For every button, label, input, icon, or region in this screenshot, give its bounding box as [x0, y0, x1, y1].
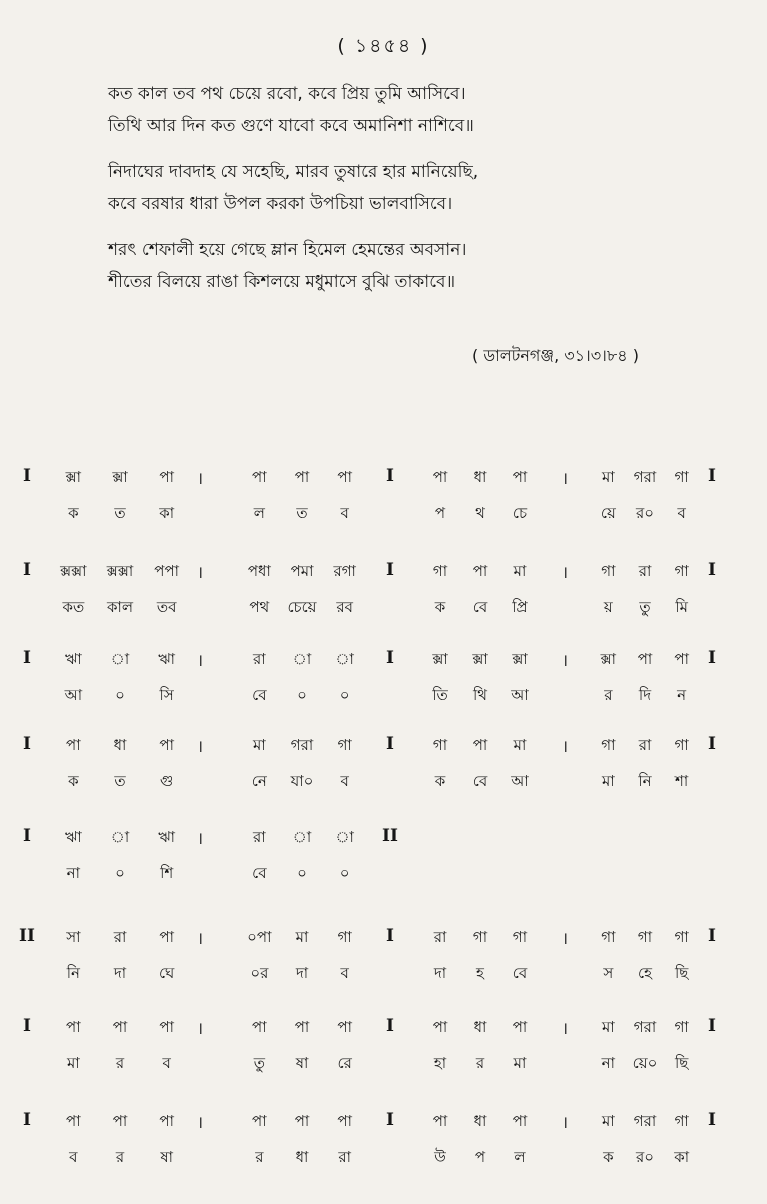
lyric-syllable: র০ — [635, 1148, 655, 1166]
lyric-syllable: দা — [113, 964, 127, 982]
swara-note: মা — [513, 562, 527, 580]
lyric-syllable: চেয়ে — [287, 598, 317, 616]
notation-row — [0, 734, 767, 808]
swara-note: পা — [294, 1018, 310, 1036]
lyric-syllable: র — [115, 1054, 125, 1072]
poem-line: শরৎ শেফালী হয়ে গেছে ম্লান হিমেল হেমন্তের অবসান। — [108, 240, 467, 260]
lyric-syllable: না — [66, 864, 80, 882]
swara-note: পা — [66, 1112, 81, 1130]
swara-note: পমা — [290, 562, 314, 580]
swara-note: রা — [638, 562, 652, 580]
lyric-syllable: বে — [252, 864, 267, 882]
lyric-syllable: মি — [675, 598, 688, 616]
lyric-syllable: রা — [338, 1148, 351, 1166]
lyric-syllable: নি — [638, 772, 652, 790]
swara-note: গা — [674, 1112, 689, 1130]
bar-line: I — [23, 1110, 31, 1130]
bar-line: II — [19, 926, 35, 946]
lyric-syllable: ছি — [674, 1054, 689, 1072]
swara-note: গা — [512, 928, 528, 946]
swara-note: পা — [112, 1112, 128, 1130]
swara-note: পা — [512, 468, 528, 486]
lyric-syllable: ব — [340, 964, 349, 982]
lyric-syllable: ০ — [115, 686, 125, 704]
bar-line: । — [196, 651, 204, 671]
swara-note: রা — [638, 736, 652, 754]
lyric-syllable: গু — [160, 772, 174, 790]
swara-note: পা — [472, 562, 488, 580]
swara-note: গা — [337, 928, 352, 946]
lyric-syllable: বে — [472, 598, 488, 616]
swara-note: পা — [66, 1018, 81, 1036]
swara-note: গা — [674, 562, 689, 580]
lyric-syllable: পথ — [249, 598, 270, 616]
lyric-syllable: দা — [433, 964, 447, 982]
lyric-syllable: ০ — [115, 864, 125, 882]
notation-row — [0, 560, 767, 634]
swara-note: ক্সা — [472, 650, 488, 668]
lyric-syllable: তু — [639, 598, 651, 616]
swara-note: পা — [472, 736, 488, 754]
bar-line: I — [23, 648, 31, 668]
swara-note: পা — [637, 650, 653, 668]
swara-note: া — [292, 650, 312, 668]
swara-line — [0, 1110, 767, 1140]
lyric-syllable: তব — [156, 598, 177, 616]
lyric-syllable: ব — [340, 504, 349, 522]
swara-note: পা — [252, 1112, 267, 1130]
swara-line — [0, 926, 767, 956]
lyric-syllable: আ — [511, 686, 529, 704]
swara-note: মা — [513, 736, 527, 754]
bar-line: । — [561, 737, 569, 757]
swara-note: গরা — [633, 1112, 657, 1130]
notation-row — [0, 926, 767, 1000]
swara-note: পা — [252, 1018, 267, 1036]
swara-note: পা — [112, 1018, 128, 1036]
bar-line: I — [23, 466, 31, 486]
swara-note: মা — [601, 1018, 615, 1036]
swara-note: া — [335, 828, 354, 846]
bar-line: I — [708, 1016, 716, 1036]
lyric-syllable: ত — [296, 504, 308, 522]
swara-note: ধা — [113, 736, 127, 754]
bar-line: I — [386, 466, 394, 486]
bar-line: । — [561, 929, 569, 949]
lyric-syllable: বে — [512, 964, 528, 982]
swara-note: পা — [159, 1018, 174, 1036]
poem-line: কত কাল তব পথ চেয়ে রবো, কবে প্রিয় তুমি আসিবে। — [108, 84, 466, 104]
lyric-syllable: বে — [472, 772, 488, 790]
lyric-syllable: রে — [337, 1054, 352, 1072]
swara-note: গা — [337, 736, 352, 754]
lyric-syllable: ঘে — [158, 964, 175, 982]
notation-row — [0, 648, 767, 722]
lyric-syllable: ক — [434, 598, 446, 616]
lyric-syllable: ০ — [339, 686, 350, 704]
lyric-syllable: ক — [68, 504, 79, 522]
lyric-syllable: যা০ — [290, 772, 314, 790]
swara-note: পা — [159, 1112, 174, 1130]
swara-note: পপা — [154, 562, 180, 580]
lyric-syllable: ০র — [250, 964, 269, 982]
swara-note: গা — [601, 928, 616, 946]
swara-note: গা — [674, 928, 689, 946]
lyric-syllable: কাল — [106, 598, 134, 616]
bar-line: I — [23, 560, 31, 580]
bar-line: II — [382, 826, 398, 846]
bar-line: । — [196, 1019, 204, 1039]
swara-note: া — [292, 828, 312, 846]
bar-line: I — [708, 734, 716, 754]
bar-line: । — [196, 1113, 204, 1133]
signature-place-date: ( ডালটনগঞ্জ, ৩১।৩।৮৪ ) — [472, 346, 639, 365]
swara-note: গা — [472, 928, 488, 946]
swara-note: পা — [252, 468, 267, 486]
lyric-syllable: ব — [340, 772, 349, 790]
swara-note: ঋা — [64, 828, 82, 846]
swara-line — [0, 648, 767, 678]
lyric-syllable: স — [603, 964, 614, 982]
bar-line: I — [386, 1016, 394, 1036]
swara-note: গরা — [290, 736, 314, 754]
swara-note: পা — [674, 650, 689, 668]
lyric-line — [0, 1146, 767, 1176]
lyric-syllable: দি — [638, 686, 652, 704]
swara-line — [0, 1016, 767, 1046]
swara-note: রা — [253, 828, 266, 846]
lyric-line — [0, 862, 767, 892]
lyric-syllable: ধা — [295, 1148, 309, 1166]
lyric-line — [0, 770, 767, 800]
bar-line: । — [561, 1019, 569, 1039]
bar-line: I — [23, 1016, 31, 1036]
lyric-syllable: তি — [432, 686, 448, 704]
lyric-syllable: নি — [66, 964, 80, 982]
bar-line: I — [386, 1110, 394, 1130]
swara-note: পা — [159, 928, 174, 946]
lyric-syllable: সি — [159, 686, 174, 704]
swara-line — [0, 826, 767, 856]
swara-note: ঋা — [64, 650, 82, 668]
lyric-syllable: ষা — [295, 1054, 309, 1072]
lyric-syllable: ক — [434, 772, 446, 790]
swara-note: পা — [294, 468, 310, 486]
lyric-syllable: মা — [66, 1054, 80, 1072]
swara-note: ধা — [473, 1018, 487, 1036]
swara-note: া — [110, 828, 130, 846]
swara-note: পা — [159, 468, 174, 486]
poem-line: তিথি আর দিন কত গুণে যাবো কবে অমানিশা নাশিবে॥ — [108, 116, 474, 136]
bar-line: । — [196, 563, 204, 583]
swara-note: া — [335, 650, 354, 668]
swara-note: ঋা — [158, 650, 176, 668]
poem-line: কবে বরষার ধারা উপল করকা উপচিয়া ভালবাসিবে। — [108, 194, 453, 214]
lyric-syllable: থি — [472, 686, 488, 704]
swara-note: ০পা — [247, 928, 272, 946]
swara-note: মা — [252, 736, 266, 754]
swara-note: পা — [337, 468, 352, 486]
lyric-syllable: র — [475, 1054, 485, 1072]
swara-note: পা — [432, 1112, 448, 1130]
bar-line: । — [561, 563, 569, 583]
bar-line: । — [561, 1113, 569, 1133]
swara-note: গা — [601, 562, 616, 580]
swara-note: মা — [601, 468, 615, 486]
lyric-syllable: না — [601, 1054, 615, 1072]
swara-note: রা — [253, 650, 266, 668]
bar-line: । — [561, 651, 569, 671]
swara-note: মা — [601, 1112, 615, 1130]
swara-note: পা — [337, 1112, 352, 1130]
lyric-syllable: য়ে০ — [632, 1054, 658, 1072]
lyric-syllable: ব — [162, 1054, 171, 1072]
page-number: ( ১৪৫৪ ) — [337, 35, 430, 57]
swara-note: গা — [601, 736, 616, 754]
notation-row — [0, 1016, 767, 1090]
lyric-syllable: ত — [114, 772, 126, 790]
lyric-syllable: মা — [513, 1054, 527, 1072]
bar-line: I — [708, 1110, 716, 1130]
lyric-line — [0, 596, 767, 626]
lyric-line — [0, 684, 767, 714]
bar-line: I — [386, 648, 394, 668]
lyric-syllable: র — [604, 686, 613, 704]
swara-note: ধা — [473, 468, 487, 486]
swara-note: পা — [159, 736, 174, 754]
poem-line: শীতের বিলয়ে রাঙা কিশলয়ে মধুমাসে বুঝি তাকাবে॥ — [108, 272, 456, 292]
lyric-syllable: কা — [674, 1148, 690, 1166]
lyric-syllable: থ — [475, 504, 485, 522]
lyric-line — [0, 962, 767, 992]
notation-row — [0, 466, 767, 540]
lyric-syllable: আ — [511, 772, 529, 790]
lyric-syllable: ০ — [339, 864, 350, 882]
swara-line — [0, 560, 767, 590]
bar-line: । — [561, 469, 569, 489]
swara-note: ক্সা — [432, 650, 448, 668]
lyric-syllable: য় — [603, 598, 613, 616]
lyric-syllable: তু — [253, 1054, 265, 1072]
bar-line: I — [708, 926, 716, 946]
swara-note: পা — [66, 736, 81, 754]
swara-note: পা — [337, 1018, 352, 1036]
swara-note: পা — [432, 468, 448, 486]
lyric-syllable: ব — [677, 504, 686, 522]
lyric-syllable: ব — [69, 1148, 78, 1166]
lyric-syllable: ত — [114, 504, 126, 522]
swara-note: রা — [113, 928, 127, 946]
swara-note: া — [110, 650, 130, 668]
swara-line — [0, 466, 767, 496]
poem-line: নিদাঘের দাবদাহ যে সহেছি, মারব তুষারে হার মানিয়েছি, — [108, 162, 479, 182]
swara-note: ক্সা — [65, 468, 82, 486]
lyric-syllable: হে — [638, 964, 652, 982]
lyric-syllable: কত — [62, 598, 85, 616]
lyric-syllable: শা — [675, 772, 689, 790]
swara-note: ক্সক্সা — [60, 562, 87, 580]
lyric-syllable: হ — [476, 964, 484, 982]
lyric-syllable: ন — [677, 686, 687, 704]
bar-line: I — [708, 648, 716, 668]
lyric-syllable: ল — [514, 1148, 526, 1166]
swara-note: গা — [432, 562, 448, 580]
bar-line: I — [386, 734, 394, 754]
lyric-syllable: য়ে — [600, 504, 616, 522]
notation-row — [0, 826, 767, 900]
lyric-syllable: হা — [433, 1054, 447, 1072]
swara-note: ঋা — [158, 828, 176, 846]
swara-note: গা — [674, 736, 689, 754]
swara-note: পা — [432, 1018, 448, 1036]
swara-note: গা — [674, 1018, 689, 1036]
swara-note: মা — [295, 928, 309, 946]
swara-note: রগা — [333, 562, 356, 580]
lyric-syllable: ষা — [160, 1148, 173, 1166]
bar-line: I — [386, 560, 394, 580]
bar-line: I — [708, 466, 716, 486]
swara-note: রা — [433, 928, 447, 946]
swara-note: পা — [512, 1112, 528, 1130]
lyric-syllable: ০ — [297, 864, 307, 882]
notation-row — [0, 1110, 767, 1184]
swara-note: ক্সা — [112, 468, 128, 486]
lyric-syllable: ক — [68, 772, 79, 790]
bar-line: । — [196, 829, 204, 849]
lyric-syllable: কা — [159, 504, 175, 522]
bar-line: I — [386, 926, 394, 946]
lyric-syllable: ছি — [674, 964, 689, 982]
lyric-syllable: প — [434, 504, 446, 522]
swara-note: ক্সা — [600, 650, 617, 668]
lyric-syllable: র০ — [635, 504, 655, 522]
lyric-syllable: নে — [251, 772, 267, 790]
bar-line: I — [23, 826, 31, 846]
swara-note: পা — [512, 1018, 528, 1036]
swara-note: ক্সক্সা — [106, 562, 134, 580]
lyric-syllable: উ — [434, 1148, 446, 1166]
swara-note: গরা — [633, 468, 657, 486]
lyric-syllable: আ — [64, 686, 83, 704]
lyric-syllable: র — [115, 1148, 125, 1166]
swara-note: গা — [674, 468, 689, 486]
swara-note: ধা — [473, 1112, 487, 1130]
bar-line: । — [196, 469, 204, 489]
lyric-syllable: ০ — [297, 686, 307, 704]
lyric-syllable: ল — [253, 504, 265, 522]
lyric-syllable: চে — [512, 504, 528, 522]
lyric-line — [0, 1052, 767, 1082]
lyric-syllable: শি — [160, 864, 174, 882]
lyric-line — [0, 502, 767, 532]
bar-line: । — [196, 929, 204, 949]
swara-note: গা — [432, 736, 448, 754]
lyric-syllable: প্রি — [512, 598, 528, 616]
lyric-syllable: বে — [252, 686, 267, 704]
lyric-syllable: রব — [336, 598, 353, 616]
swara-line — [0, 734, 767, 764]
lyric-syllable: দা — [295, 964, 309, 982]
swara-note: সা — [66, 928, 81, 946]
swara-note: ক্সা — [512, 650, 528, 668]
bar-line: I — [23, 734, 31, 754]
lyric-syllable: র — [255, 1148, 264, 1166]
bar-line: I — [708, 560, 716, 580]
swara-note: গা — [637, 928, 653, 946]
swara-note: গরা — [633, 1018, 657, 1036]
lyric-syllable: ক — [603, 1148, 614, 1166]
swara-note: পধা — [247, 562, 271, 580]
bar-line: । — [196, 737, 204, 757]
swara-note: পা — [294, 1112, 310, 1130]
lyric-syllable: মা — [601, 772, 615, 790]
lyric-syllable: প — [474, 1148, 486, 1166]
